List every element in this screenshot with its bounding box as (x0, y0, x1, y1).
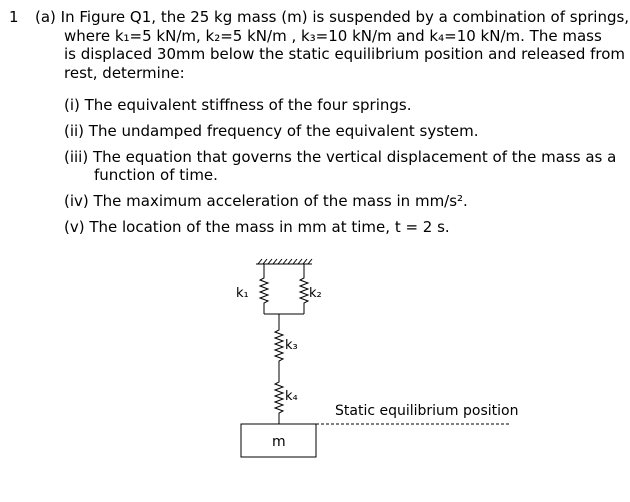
sub-question-text: (v) The location of the mass in mm at time, t = 2 s. (64, 218, 450, 236)
sub-question-text: (ii) The undamped frequency of the equivalent system. (64, 122, 479, 140)
question-line: is displaced 30mm below the static equilibrium position and released from (64, 45, 626, 63)
label-equilibrium: Static equilibrium position (335, 403, 519, 419)
question-line: rest, determine: (64, 63, 185, 82)
question-number: 1 (9, 8, 19, 26)
sub-question-text-cont: function of time. (94, 166, 218, 184)
label-k4: k₄ (285, 389, 298, 404)
spring-k1 (260, 264, 268, 314)
spring-k4 (275, 372, 283, 424)
sub-question-text: (i) The equivalent stiffness of the four springs. (64, 96, 412, 114)
sub-question-text: (iv) The maximum acceleration of the mass in mm/s². (64, 192, 468, 210)
spring-k2 (300, 264, 308, 314)
label-k1: k₁ (236, 286, 249, 301)
question-line: (a) In Figure Q1, the 25 kg mass (m) is suspended by a combination of springs, (35, 8, 630, 26)
label-k2: k₂ (309, 286, 322, 301)
ceiling-hatch (258, 259, 312, 264)
question-line: where k₁=5 kN/m, k₂=5 kN/m , k₃=10 kN/m and k₄=10 kN/m. The mass (64, 26, 602, 45)
sub-question-text: (iii) The equation that governs the vertical displacement of the mass as a (64, 148, 617, 166)
label-k3: k₃ (285, 338, 298, 353)
label-mass: m (272, 434, 286, 450)
spring-k3 (275, 314, 283, 372)
